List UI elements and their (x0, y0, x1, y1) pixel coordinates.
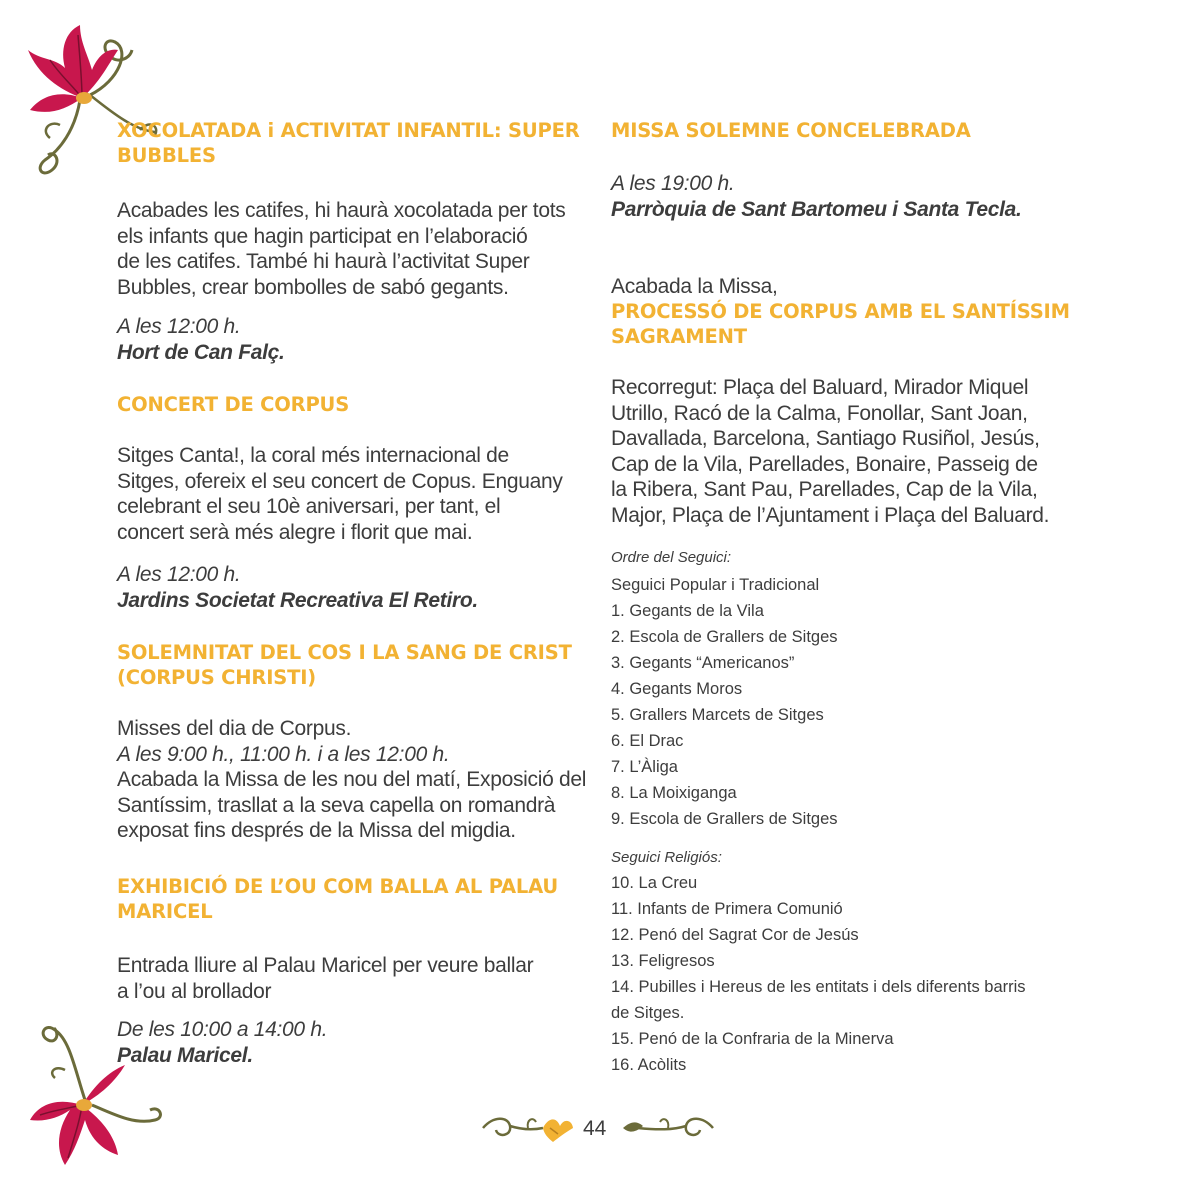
religios-label: Seguici Religiós: (611, 849, 722, 866)
list-item: de Sitges. (611, 1004, 685, 1022)
list-item: 7. L’Àliga (611, 758, 678, 776)
list-item: 3. Gegants “Americanos” (611, 654, 795, 672)
event-time: A les 19:00 h. (611, 172, 735, 195)
list-item: 14. Pubilles i Hereus de les entitats i dels diferents barris (611, 978, 1026, 996)
event-place: Parròquia de Sant Bartomeu i Santa Tecla. (611, 197, 1022, 221)
xocolatada-body: Acabades les catifes, hi haurà xocolatada per tots els infants que hagin participat en l’elaboració de les catifes. També hi haurà l’activitat Super Bubbles, crear bombolles de sabó gegants. (117, 199, 566, 299)
list-item: 2. Escola de Grallers de Sitges (611, 628, 838, 646)
list-item: 5. Grallers Marcets de Sitges (611, 706, 824, 724)
list-item: 9. Escola de Grallers de Sitges (611, 810, 838, 828)
list-item: 11. Infants de Primera Comunió (611, 900, 843, 918)
ordre-label: Ordre del Seguici: (611, 549, 732, 566)
event-place: Jardins Societat Recreativa El Retiro. (117, 588, 478, 612)
exhibicio-heading: EXHIBICIÓ DE L’OU COM BALLA AL PALAU MARICEL (117, 875, 559, 923)
list-item: 4. Gegants Moros (611, 680, 743, 698)
missa-details (611, 171, 1022, 222)
solemnitat-heading: SOLEMNITAT DEL COS I LA SANG DE CRIST (CORPUS CHRISTI) (117, 641, 572, 689)
list-item: 8. La Moixiganga (611, 784, 737, 802)
event-time: A les 12:00 h. (117, 563, 241, 586)
concert-heading: CONCERT DE CORPUS (117, 393, 350, 416)
vine-ornament-left-icon (478, 1108, 578, 1148)
page-number: 44 (583, 1117, 607, 1140)
list-item: 15. Penó de la Confraria de la Minerva (611, 1030, 894, 1048)
list-item: 16. Acòlits (611, 1056, 687, 1074)
seguici-popular-list (611, 572, 838, 832)
list-item: 1. Gegants de la Vila (611, 602, 764, 620)
processo-route: Recorregut: Plaça del Baluard, Mirador Miquel Utrillo, Racó de la Calma, Fonollar, Sant Joan, Davallada, Barcelona, Santiago Rusiñol, Jesús, Cap de la Vila, Parellades, Bonaire, Passeig de la Ribera, Sant Pau, Parellades, Cap de la Vila, Major, Plaça de l’Ajuntament i Plaça del Baluard. (611, 376, 1050, 527)
list-item: 6. El Drac (611, 732, 684, 750)
list-item: 12. Penó del Sagrat Cor de Jesús (611, 926, 859, 944)
concert-body: Sitges Canta!, la coral més internacional de Sitges, ofereix el seu concert de Copus. Enguany celebrant el seu 10è aniversari, per tant, el concert serà més alegre i florit que mai. (117, 444, 563, 544)
event-time: A les 12:00 h. (117, 315, 241, 338)
event-place: Hort de Can Falç. (117, 340, 285, 364)
event-time: De les 10:00 a 14:00 h. (117, 1018, 328, 1041)
exhibicio-details (117, 1017, 327, 1068)
xocolatada-heading: XOCOLATADA i ACTIVITAT INFANTIL: SUPER BUBBLES (117, 119, 580, 167)
list-item: 10. La Creu (611, 874, 698, 892)
missa-heading: MISSA SOLEMNE CONCELEBRADA (611, 119, 971, 142)
solemnitat-body: Misses del dia de Corpus. A les 9:00 h., 11:00 h. i a les 12:00 h. Acabada la Missa de les nou del matí, Exposició del Santíssim, trasllat a la seva capella on romandrà exposat fins després de la Missa del migdia. (117, 717, 587, 842)
exhibicio-body: Entrada lliure al Palau Maricel per veure ballar a l’ou al brollador (117, 954, 534, 1003)
vine-ornament-right-icon (618, 1108, 718, 1148)
seguici-religios-list (611, 870, 1026, 1078)
concert-details (117, 562, 478, 613)
event-place: Palau Maricel. (117, 1043, 253, 1067)
processo-heading: PROCESSÓ DE CORPUS AMB EL SANTÍSSIM SAGRAMENT (611, 300, 1070, 348)
event-time: A les 9:00 h., 11:00 h. i a les 12:00 h. (117, 742, 450, 766)
popular-label: Seguici Popular i Tradicional (611, 576, 820, 594)
processo-intro: Acabada la Missa, (611, 275, 778, 298)
list-item: 13. Feligresos (611, 952, 715, 970)
xocolatada-details (117, 314, 285, 365)
